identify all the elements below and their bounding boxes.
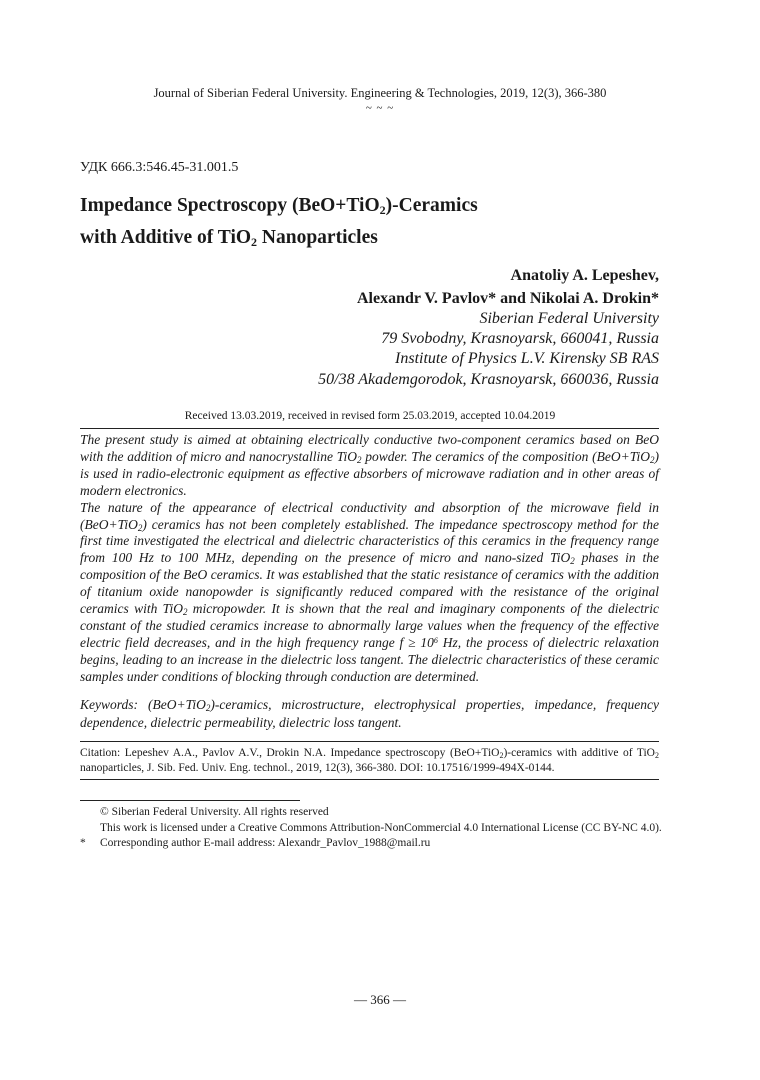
keywords: Keywords: (BeO+TiO$_2$)-ceramics, microstructure, electrophysical properties, impedance, frequency dependence, dielectric permeability, dielectric loss tangent. (80, 697, 659, 730)
udk-code: УДК 666.3:546.45-31.001.5 (80, 160, 239, 175)
received-dates: Received 13.03.2019, received in revised form 25.03.2019, accepted 10.04.2019 (184, 410, 556, 422)
paper-title-line-2: with Additive of TiO$_2$ Nanoparticles (80, 227, 378, 249)
affiliation-address-2: 50/38 Akademgorodok, Krasnoyarsk, 660036, Russia (318, 371, 659, 388)
affiliation-org-2: Institute of Physics L.V. Kirensky SB RAS (395, 350, 659, 367)
footnote-corresponding: * Corresponding author E-mail address: Alexandr_Pavlov_1988@mail.ru (80, 837, 431, 849)
authors-line-1: Anatoliy A. Lepeshev, (510, 267, 659, 284)
affiliation-address-1: 79 Svobodny, Krasnoyarsk, 660041, Russia (381, 330, 659, 347)
footnote-rule (80, 800, 300, 801)
footnote-copyright: © Siberian Federal University. All rights reserved (100, 806, 329, 818)
abstract-paragraph-1: The present study is aimed at obtaining electrically conductive two-component ceramics based on BeO with the addition of micro and nanocrystalline TiO$_2$ powder. The ceramics of the composition (BeO+TiO$_2$) is used in radio-electronic equipment as effective absorbers of microwave radiation and in other areas of modern electronics. (80, 432, 659, 498)
citation-bottom-rule (80, 779, 659, 780)
header-ornament: ~ ~ ~ (365, 102, 395, 114)
abstract (80, 432, 659, 686)
citation: Citation: Lepeshev A.A., Pavlov A.V., Drokin N.A. Impedance spectroscopy (BeO+TiO$_2$)-ceramics with additive of TiO$_2$ nanoparticles, J. Sib. Fed. Univ. Eng. technol., 2019, 12(3), 366-380. DOI: 10.17516/1999-494X-0144. (80, 747, 659, 774)
citation-top-rule (80, 741, 659, 742)
footnote-license: This work is licensed under a Creative Commons Attribution-NonCommercial 4.0 International License (CC BY-NC 4.0). (100, 822, 662, 834)
paper-title-line-1: Impedance Spectroscopy (BeO+TiO$_2$)-Ceramics (80, 195, 478, 217)
page-number: — 366 — (354, 992, 406, 1007)
affiliation-org-1: Siberian Federal University (479, 310, 659, 327)
journal-header: Journal of Siberian Federal University. Engineering & Technologies, 2019, 12(3), 366-380 (153, 86, 607, 100)
authors-line-2: Alexandr V. Pavlov* and Nikolai A. Drokin* (357, 290, 659, 307)
abstract-top-rule (80, 428, 659, 429)
abstract-paragraph-2: The nature of the appearance of electrical conductivity and absorption of the microwave field in (BeO+TiO$_2$) ceramics has not been completely established. The impedance spectroscopy method for the first time investigated the electrical and dielectric characteristics of this ceramics in the frequency range from 100 Hz to 100 MHz, depending on the presence of micro and nano-sized TiO$_2$ phases in the composition of the BeO ceramics. It was established that the static resistance of ceramics with the addition of titanium oxide nanopowder is significantly reduced compared with the resistance of the original ceramics with TiO$_2$ micropowder. It is shown that the real and imaginary components of the dielectric constant of the studied ceramics increase to abnormally large values when the frequency of the effective electric field decreases, and in the high frequency range $f \ge 10^6$ Hz, the process of dielectric relaxation begins, leading to an increase in the dielectric loss tangent. The dielectric characteristics of these ceramic samples under conditions of blocking through conduction are determined. (80, 499, 659, 684)
